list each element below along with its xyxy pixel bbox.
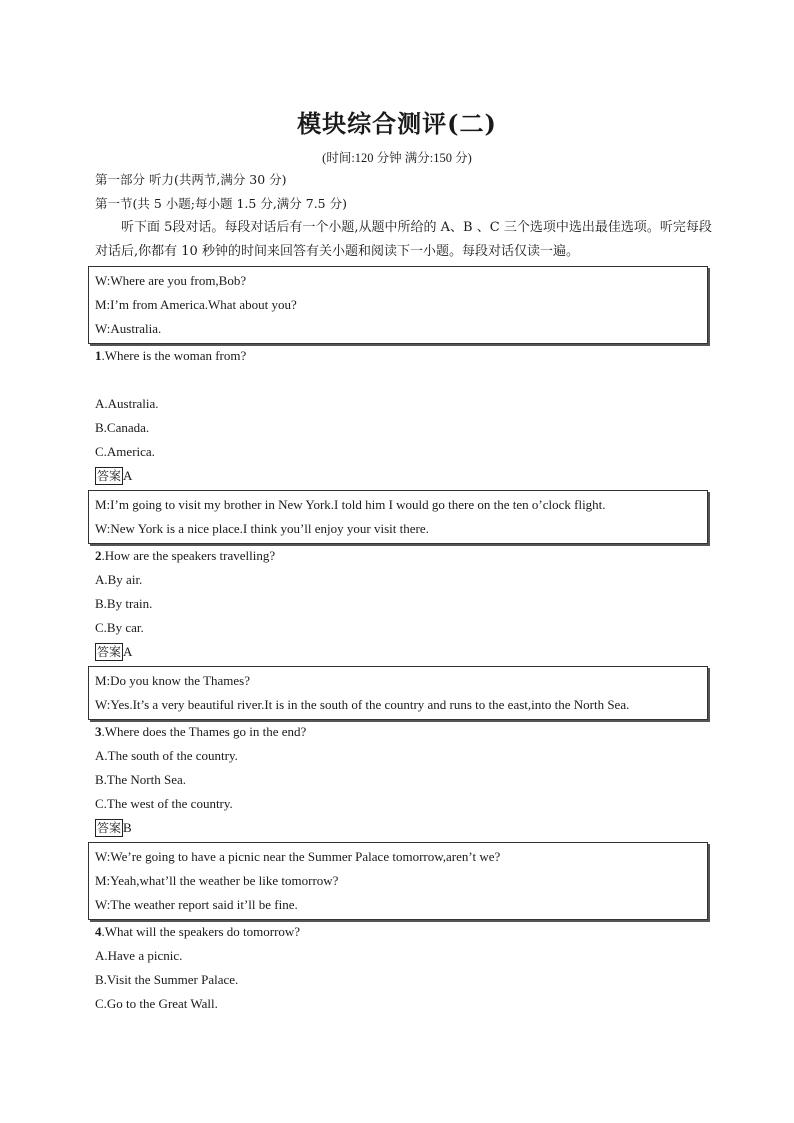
question-number: 1	[95, 348, 102, 363]
dialog-line: M:I’m from America.What about you?	[95, 297, 297, 312]
question-number: 3	[95, 724, 102, 739]
question-number: 2	[95, 548, 102, 563]
exam-time-score: (时间:120 分钟 满分:150 分)	[322, 151, 472, 165]
option-b: B.The North Sea.	[95, 772, 186, 787]
option-a: A.By air.	[95, 572, 143, 587]
question-1-stem	[95, 347, 246, 365]
question-2-stem	[95, 547, 275, 565]
question-number: 4	[95, 924, 102, 939]
option-c: C.America.	[95, 444, 155, 459]
page-title: 模块综合测评(二)	[297, 109, 497, 138]
question-text: .How are the speakers travelling?	[101, 548, 276, 563]
dialog-line: M:Do you know the Thames?	[95, 673, 251, 688]
option-c: C.Go to the Great Wall.	[95, 996, 218, 1011]
dialog-line: W:Australia.	[95, 321, 162, 336]
answer-tag: 答案	[97, 821, 122, 835]
option-b: B.By train.	[95, 596, 153, 611]
dialog-box-4	[88, 842, 708, 920]
answer-value: A	[123, 468, 133, 483]
dialog-line: W:We’re going to have a picnic near the Summer Palace tomorrow,aren’t we?	[95, 849, 501, 864]
section-heading: 第一节(共 5 小题;每小题 1.5 分,满分 7.5 分)	[95, 196, 347, 211]
option-b: B.Canada.	[95, 420, 150, 435]
dialog-line: M:Yeah,what’ll the weather be like tomorrow?	[95, 873, 339, 888]
part-heading: 第一部分 听力(共两节,满分 30 分)	[95, 172, 287, 187]
option-a: A.Have a picnic.	[95, 948, 183, 963]
question-text: .What will the speakers do tomorrow?	[101, 924, 301, 939]
dialog-box-3	[88, 666, 708, 720]
dialog-line: W:New York is a nice place.I think you’ll enjoy your visit there.	[95, 521, 429, 536]
answer-tag: 答案	[97, 645, 122, 659]
question-text: .Where is the woman from?	[101, 348, 247, 363]
instructions	[95, 216, 715, 264]
answer-value: B	[123, 820, 132, 835]
dialog-line: W:The weather report said it’ll be fine.	[95, 897, 298, 912]
dialog-line: M:I’m going to visit my brother in New York.I told him I would go there on the ten o’clock flight.	[95, 497, 606, 512]
question-4-stem	[95, 923, 300, 941]
instructions-text: 听下面 5段对话。每段对话后有一个小题,从题中所给的 A、B 、C 三个选项中选出最佳选项。听完每段对话后,你都有 10 秒钟的时间来回答有关小题和阅读下一小题。每段对话仅读一遍。	[95, 220, 712, 259]
dialog-box-2	[88, 490, 708, 544]
option-b: B.Visit the Summer Palace.	[95, 972, 239, 987]
question-3-stem	[95, 723, 306, 741]
option-a: A.The south of the country.	[95, 748, 238, 763]
answer-value: A	[123, 644, 133, 659]
option-a: A.Australia.	[95, 396, 159, 411]
dialog-line: W:Where are you from,Bob?	[95, 273, 247, 288]
dialog-box-1	[88, 266, 708, 344]
option-c: C.By car.	[95, 620, 144, 635]
answer-2	[95, 643, 132, 661]
answer-3	[95, 819, 132, 837]
question-text: .Where does the Thames go in the end?	[101, 724, 307, 739]
answer-tag: 答案	[97, 469, 122, 483]
dialog-line: W:Yes.It’s a very beautiful river.It is in the south of the country and runs to the east,into the North Sea.	[95, 697, 630, 712]
option-c: C.The west of the country.	[95, 796, 233, 811]
answer-1	[95, 467, 132, 485]
